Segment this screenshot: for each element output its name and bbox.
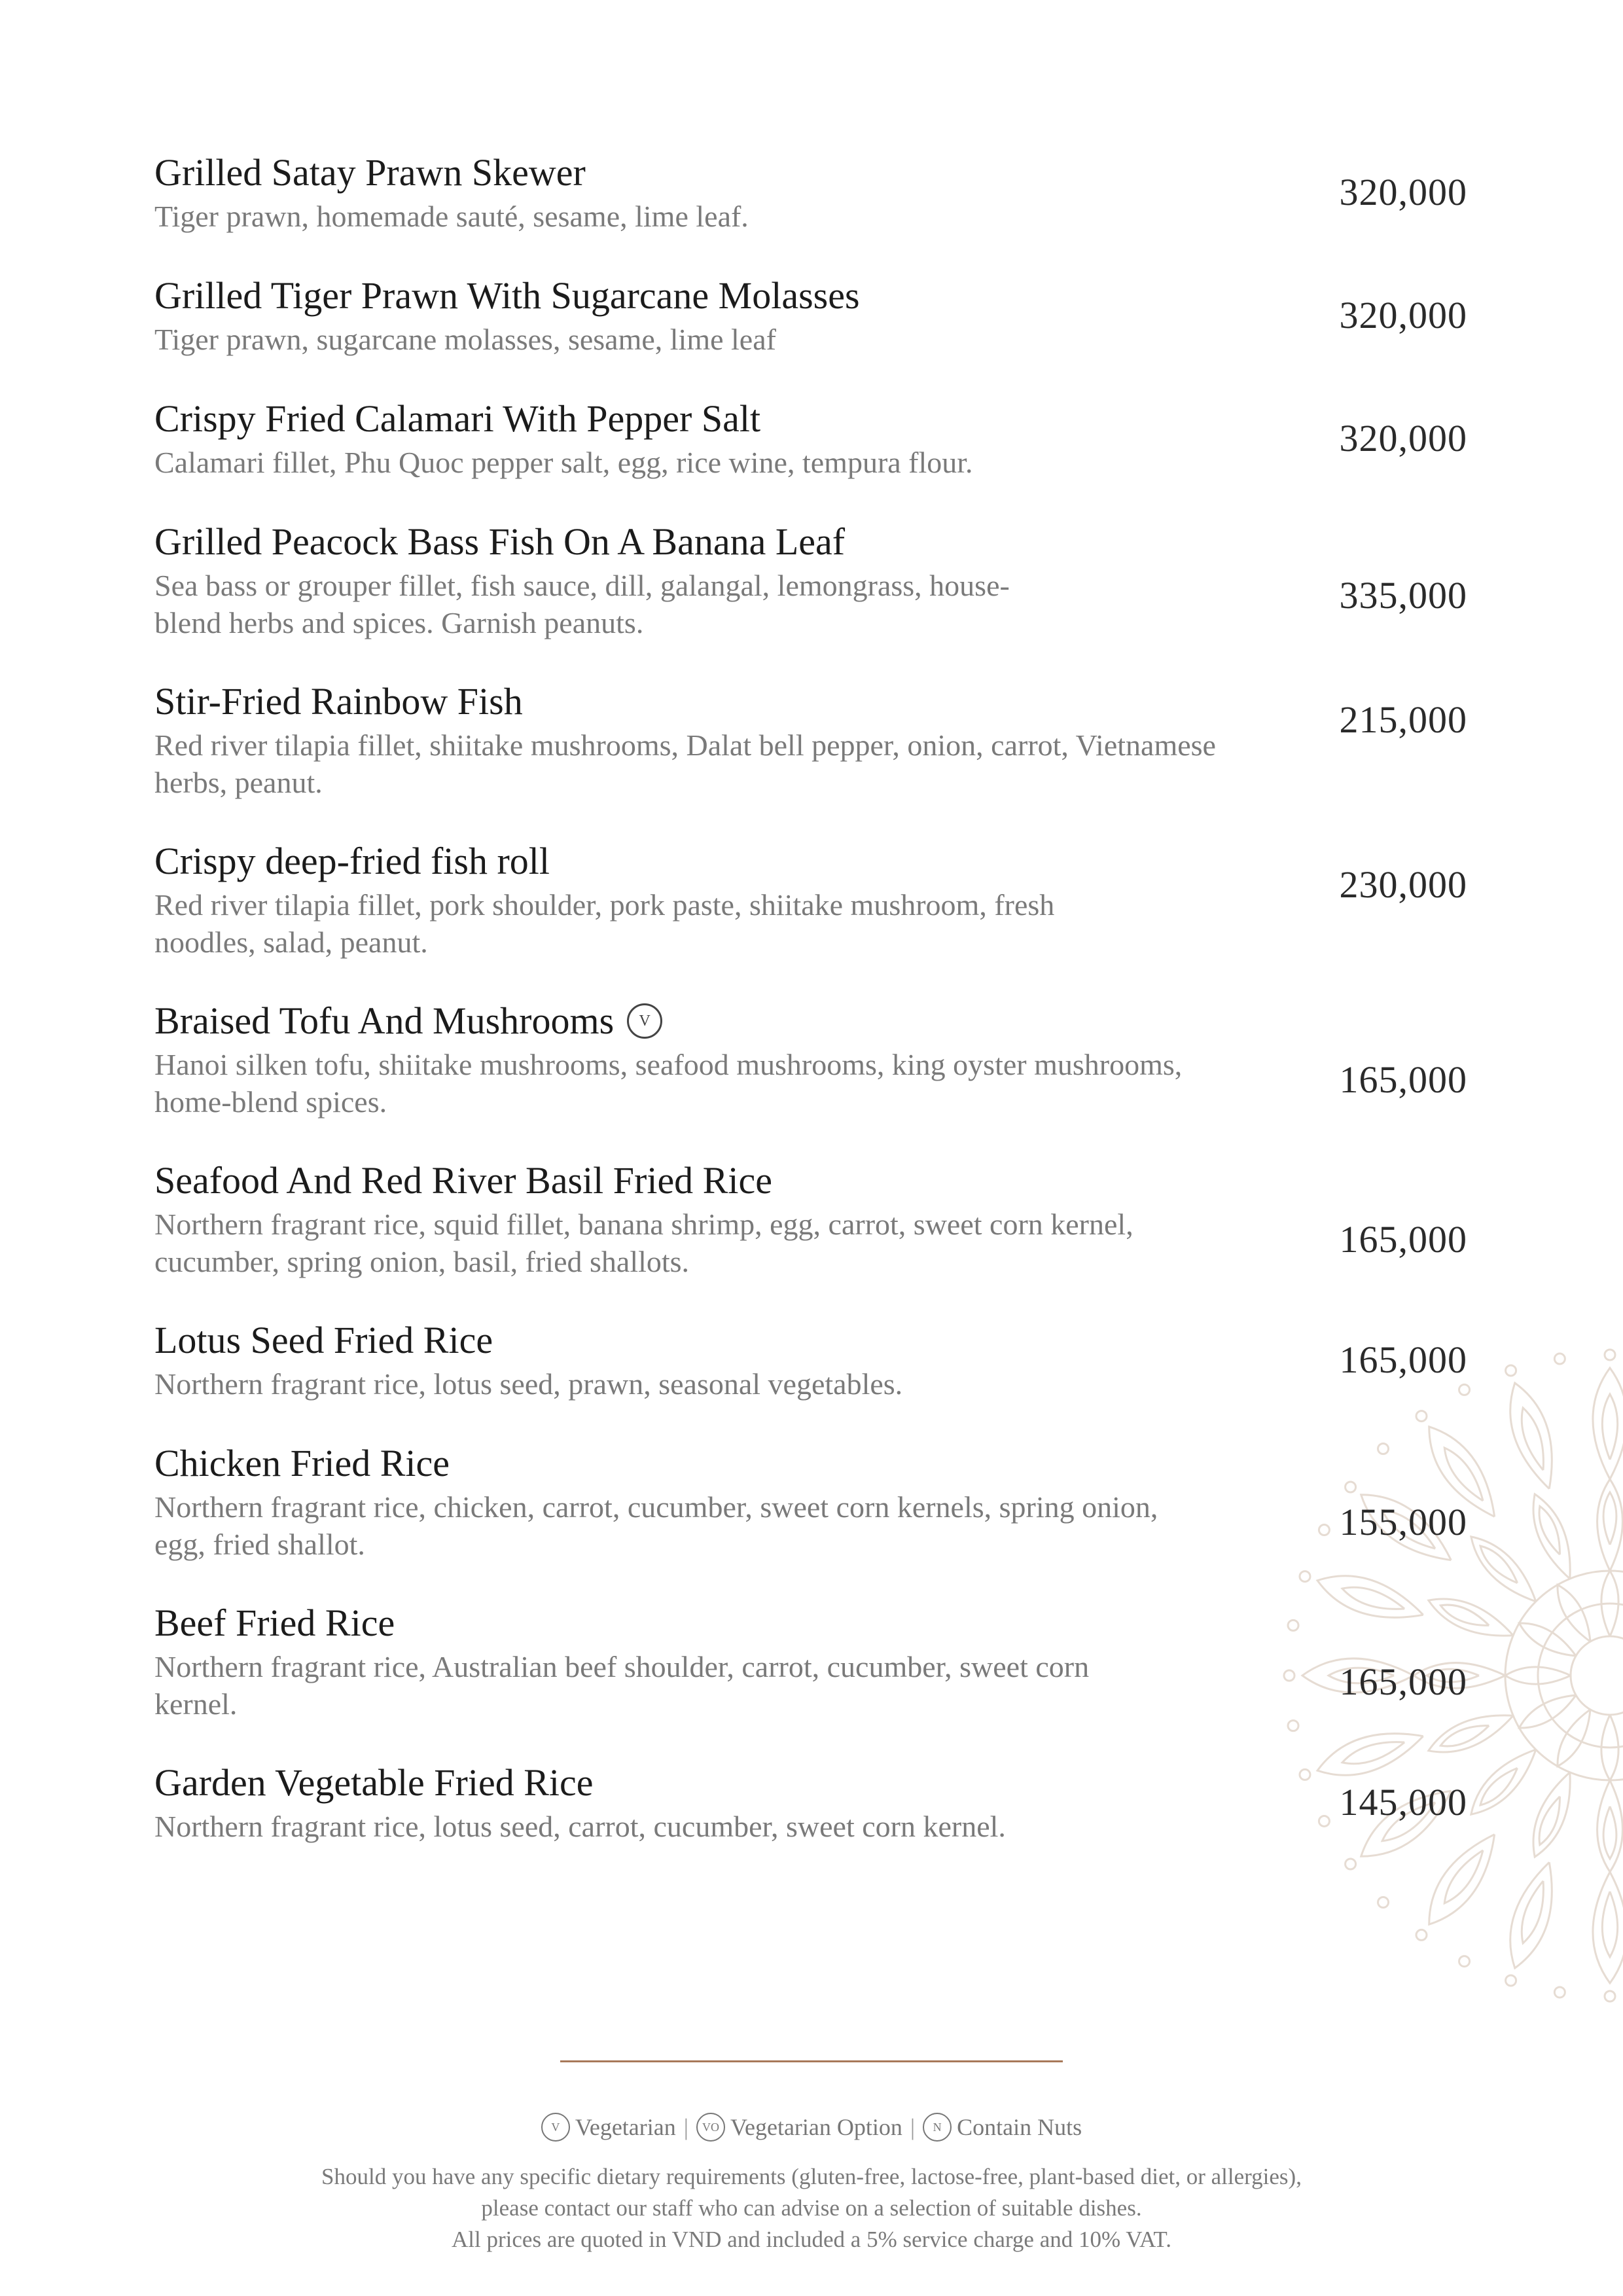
menu-item bbox=[154, 1156, 1476, 1278]
dish-description: Northern fragrant rice, lotus seed, carrot, cucumber, sweet corn kernel. bbox=[154, 1810, 1006, 1843]
dish-price: 155,000 bbox=[1339, 1501, 1467, 1543]
dish-price: 165,000 bbox=[1339, 1338, 1467, 1381]
menu-list bbox=[154, 148, 1476, 1843]
menu-item bbox=[154, 1439, 1476, 1561]
dish-price: 165,000 bbox=[1339, 1218, 1467, 1261]
dish-description: Sea bass or grouper fillet, fish sauce, dill, galangal, lemongrass, house-blend herbs and spices. Garnish peanuts. bbox=[154, 569, 1010, 639]
dish-price: 165,000 bbox=[1339, 1660, 1467, 1703]
menu-item bbox=[154, 836, 1476, 959]
legend-separator: | bbox=[910, 2114, 916, 2140]
dish-name: Stir-Fried Rainbow Fish bbox=[154, 680, 523, 723]
menu-item bbox=[154, 517, 1476, 639]
dish-price: 145,000 bbox=[1339, 1781, 1467, 1823]
dish-price: 320,000 bbox=[1339, 171, 1467, 213]
dish-description: Northern fragrant rice, lotus seed, prawn, seasonal vegetables. bbox=[154, 1367, 903, 1401]
dish-name: Grilled Peacock Bass Fish On A Banana Leaf bbox=[154, 520, 846, 563]
dish-description: Hanoi silken tofu, shiitake mushrooms, seafood mushrooms, king oyster mushrooms, home-blend spices. bbox=[154, 1048, 1183, 1119]
dish-price: 335,000 bbox=[1339, 574, 1467, 617]
dish-price: 165,000 bbox=[1339, 1058, 1467, 1101]
footnote bbox=[0, 2161, 1623, 2255]
dish-name: Grilled Satay Prawn Skewer bbox=[154, 151, 586, 194]
legend-label: Vegetarian Option bbox=[730, 2114, 902, 2140]
dietary-legend bbox=[0, 2113, 1623, 2142]
vegetarian-option-icon: VO bbox=[696, 2113, 725, 2142]
footnote-line: Should you have any specific dietary requirements (gluten-free, lactose-free, plant-based diet, or allergies), bbox=[321, 2164, 1302, 2189]
legend-separator: | bbox=[683, 2114, 688, 2140]
footnote-line: All prices are quoted in VND and included a 5% service charge and 10% VAT. bbox=[452, 2227, 1171, 2252]
dish-name: Lotus Seed Fried Rice bbox=[154, 1319, 493, 1361]
dish-name bbox=[154, 996, 1476, 1046]
dish-description: Red river tilapia fillet, shiitake mushrooms, Dalat bell pepper, onion, carrot, Vietnamese herbs, peanut. bbox=[154, 728, 1216, 799]
menu-item bbox=[154, 1758, 1476, 1843]
dish-name: Grilled Tiger Prawn With Sugarcane Molasses bbox=[154, 274, 860, 317]
legend-contain-nuts bbox=[923, 2113, 1082, 2142]
dish-description: Red river tilapia fillet, pork shoulder, pork paste, shiitake mushroom, fresh noodles, salad, peanut. bbox=[154, 888, 1055, 959]
vegetarian-icon: V bbox=[541, 2113, 570, 2142]
menu-item bbox=[154, 996, 1476, 1119]
dish-price: 230,000 bbox=[1339, 863, 1467, 906]
menu-item bbox=[154, 1316, 1476, 1401]
menu-item bbox=[154, 1598, 1476, 1721]
legend-vegetarian-option bbox=[696, 2113, 902, 2142]
dish-description: Tiger prawn, homemade sauté, sesame, lime leaf. bbox=[154, 200, 749, 233]
dish-name: Beef Fried Rice bbox=[154, 1602, 395, 1644]
menu-item bbox=[154, 148, 1476, 233]
dish-name-text: Braised Tofu And Mushrooms bbox=[154, 999, 615, 1042]
dish-name: Crispy deep-fried fish roll bbox=[154, 840, 550, 882]
footnote-line: please contact our staff who can advise on a selection of suitable dishes. bbox=[481, 2195, 1142, 2221]
dish-price: 320,000 bbox=[1339, 294, 1467, 336]
nuts-icon: N bbox=[923, 2113, 952, 2142]
menu-item bbox=[154, 394, 1476, 479]
dish-price: 320,000 bbox=[1339, 417, 1467, 459]
dish-name: Seafood And Red River Basil Fried Rice bbox=[154, 1159, 772, 1202]
footer-divider bbox=[560, 2060, 1063, 2062]
dish-price: 215,000 bbox=[1339, 698, 1467, 741]
dish-description: Northern fragrant rice, squid fillet, banana shrimp, egg, carrot, sweet corn kernel, cucumber, spring onion, basil, fried shallots. bbox=[154, 1208, 1133, 1278]
legend-label: Contain Nuts bbox=[957, 2114, 1082, 2140]
menu-item bbox=[154, 271, 1476, 356]
legend-vegetarian bbox=[541, 2113, 676, 2142]
dish-name: Crispy Fried Calamari With Pepper Salt bbox=[154, 397, 761, 440]
legend-label: Vegetarian bbox=[575, 2114, 676, 2140]
dish-description: Calamari fillet, Phu Quoc pepper salt, egg, rice wine, tempura flour. bbox=[154, 446, 973, 479]
menu-item bbox=[154, 677, 1476, 799]
dish-name: Garden Vegetable Fried Rice bbox=[154, 1761, 594, 1804]
dish-description: Northern fragrant rice, Australian beef shoulder, carrot, cucumber, sweet corn kernel. bbox=[154, 1650, 1090, 1721]
dish-description: Northern fragrant rice, chicken, carrot, cucumber, sweet corn kernels, spring onion, egg, fried shallot. bbox=[154, 1490, 1158, 1561]
vegetarian-icon: V bbox=[627, 1003, 662, 1039]
dish-name: Chicken Fried Rice bbox=[154, 1442, 450, 1484]
dish-description: Tiger prawn, sugarcane molasses, sesame, lime leaf bbox=[154, 323, 776, 356]
